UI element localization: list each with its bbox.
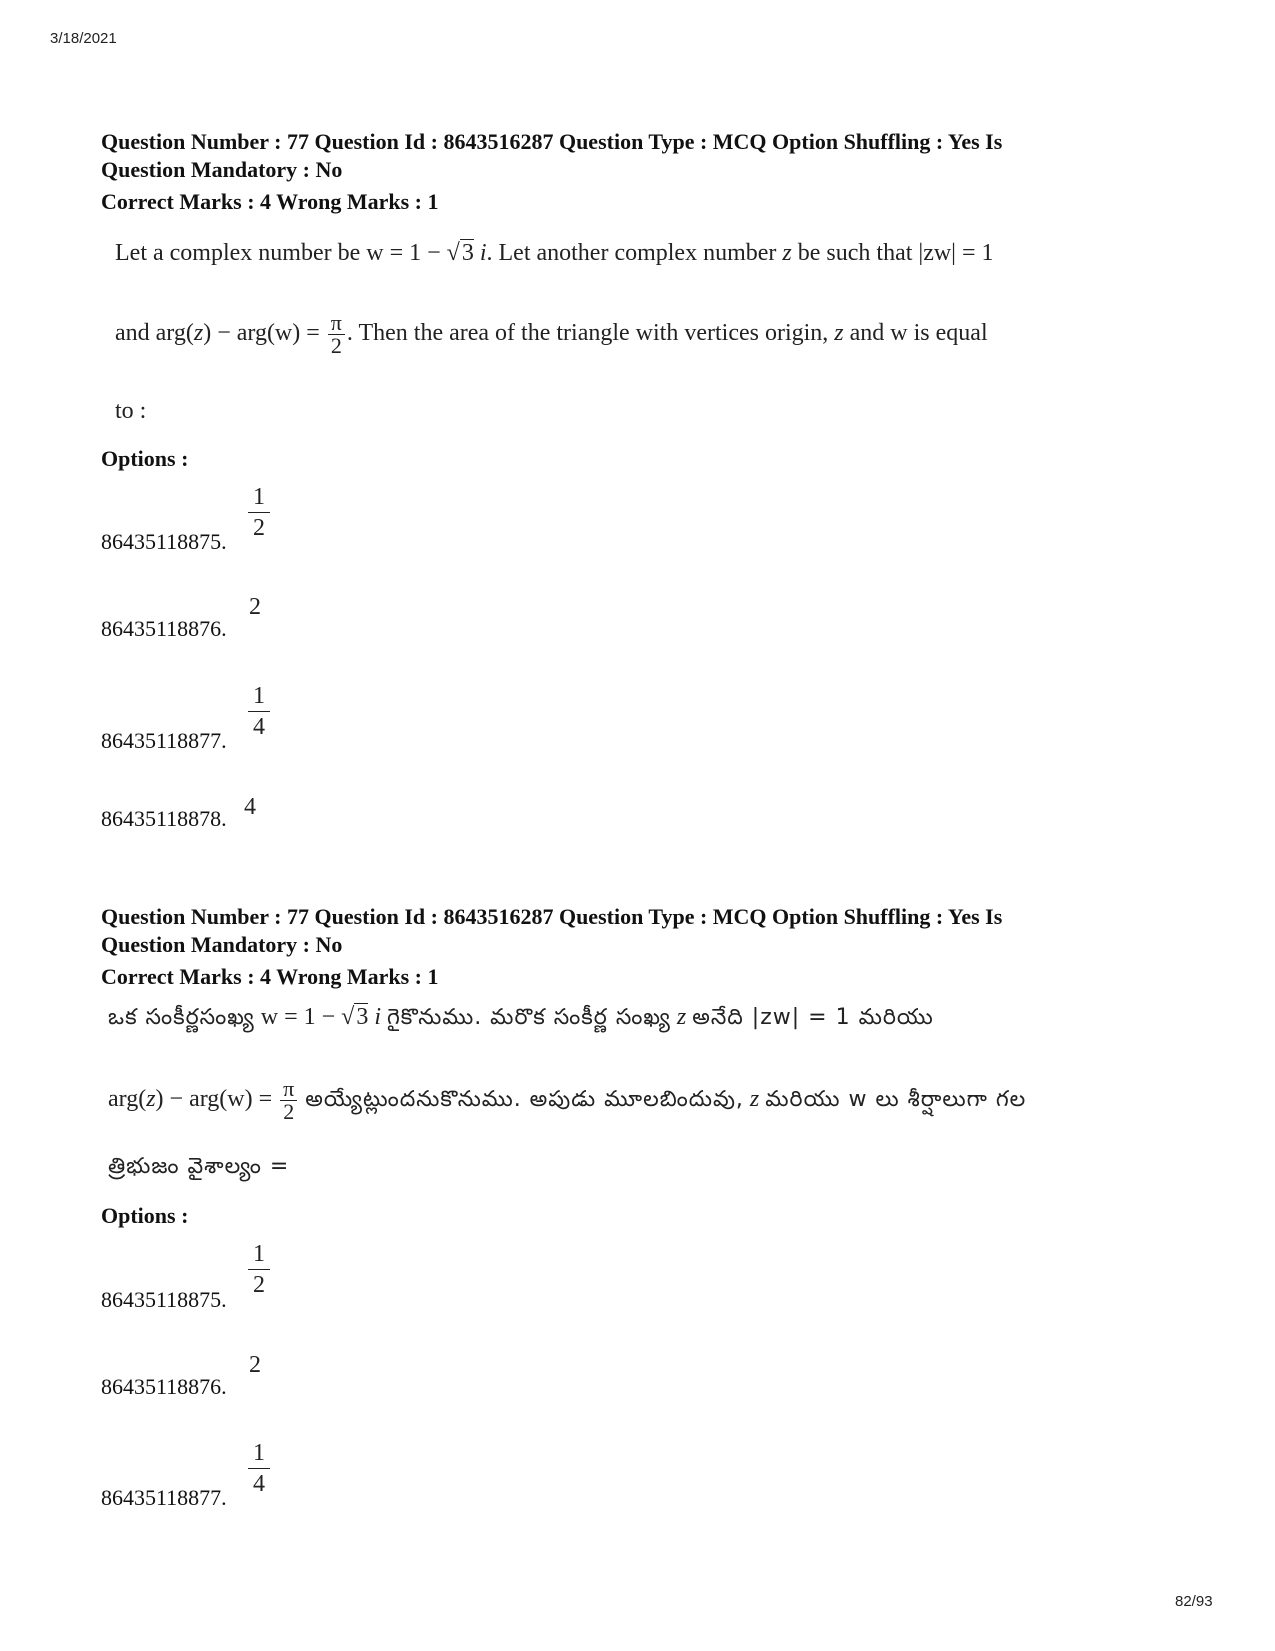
- options-label: Options :: [101, 446, 189, 471]
- question-header-line1: Question Number : 77 Question Id : 8643516287 Question Type : MCQ Option Shuffling : Yes Is: [101, 129, 1003, 154]
- fraction-pi-over-2: [280, 1078, 297, 1123]
- math-i: i: [479, 240, 487, 266]
- text-segment: and arg(: [115, 320, 194, 347]
- question-header-line2: Question Mandatory : No: [101, 157, 343, 182]
- fraction-numerator: 1: [248, 1239, 270, 1270]
- question-header-line1: Question Number : 77 Question Id : 8643516287 Question Type : MCQ Option Shuffling : Yes Is: [101, 904, 1003, 929]
- question-marks: Correct Marks : 4 Wrong Marks : 1: [101, 964, 439, 989]
- option-id: 86435118876.: [101, 616, 227, 641]
- option-value: 2: [249, 1352, 261, 1378]
- sqrt-radicand: 3: [356, 1004, 369, 1030]
- fraction-numerator: 1: [248, 681, 270, 712]
- question-text-line3: to :: [115, 398, 147, 424]
- question-header: [101, 903, 1191, 991]
- text-segment: ) − arg(w) =: [203, 320, 320, 347]
- text-segment: ) − arg(w) =: [155, 1086, 273, 1113]
- fraction-denominator: 4: [253, 1471, 265, 1497]
- fraction-denominator: 2: [330, 333, 342, 358]
- question-text-line1: [115, 240, 994, 267]
- text-segment: అనేది |zw| = 1 మరియు: [692, 1005, 934, 1030]
- option-id: 86435118876.: [101, 1374, 227, 1399]
- option-id: 86435118877.: [101, 728, 227, 753]
- sqrt-icon: √: [446, 240, 460, 266]
- question-header-line2: Question Mandatory : No: [101, 932, 343, 957]
- option-value-fraction: [248, 1239, 270, 1300]
- option-id: 86435118875.: [101, 1287, 227, 1312]
- question-marks: Correct Marks : 4 Wrong Marks : 1: [101, 189, 439, 214]
- math-z: z: [782, 240, 792, 266]
- text-segment: . Let another complex number: [486, 240, 777, 266]
- fraction-numerator: π: [328, 312, 345, 335]
- text-segment: మరియు w లు శీర్షాలుగా గల: [765, 1087, 1027, 1113]
- math-z: z: [146, 1086, 156, 1113]
- page-number: 82/93: [1175, 1593, 1213, 1610]
- text-segment: Let a complex number be: [115, 240, 361, 266]
- fraction-denominator: 2: [253, 1272, 265, 1298]
- question-text-line1: [108, 1004, 934, 1035]
- text-segment: అయ్యేట్లుందనుకొనుము. అపుడు మూలబిందువు,: [305, 1087, 744, 1113]
- options-label: Options :: [101, 1203, 189, 1228]
- text-segment: and w is equal: [849, 320, 988, 347]
- fraction-numerator: 1: [248, 482, 270, 513]
- text-segment: . Then the area of the triangle with vertices origin,: [346, 320, 829, 347]
- page-date: 3/18/2021: [50, 30, 117, 47]
- text-segment: గైకొనుము. మరొక సంకీర్ణ సంఖ్య: [386, 1005, 671, 1030]
- fraction-numerator: 1: [248, 1438, 270, 1469]
- option-value: 2: [249, 594, 261, 620]
- option-value-fraction: [248, 1438, 270, 1499]
- option-id: 86435118878.: [101, 806, 227, 831]
- fraction-denominator: 4: [253, 714, 265, 740]
- question-text-line2: [115, 312, 988, 357]
- math-w: w = 1 −: [260, 1004, 336, 1030]
- fraction-numerator: π: [280, 1078, 297, 1101]
- text-segment: arg(: [108, 1086, 147, 1113]
- sqrt-icon: √: [341, 1004, 355, 1030]
- question-text-line2: [108, 1078, 1026, 1123]
- question-header: [101, 128, 1191, 216]
- math-z: z: [834, 320, 844, 347]
- fraction-denominator: 2: [283, 1099, 295, 1124]
- fraction-denominator: 2: [253, 515, 265, 541]
- math-i: i: [374, 1004, 381, 1030]
- math-z: z: [749, 1086, 760, 1113]
- math-z: z: [193, 320, 204, 347]
- question-text-line3: త్రిభుజం వైశాల్యం =: [108, 1154, 290, 1179]
- sqrt-radicand: 3: [461, 240, 474, 266]
- option-value-fraction: [248, 482, 270, 543]
- text-segment: ఒక సంకీర్ణసంఖ్య: [108, 1005, 255, 1030]
- option-value: 4: [244, 794, 256, 820]
- option-value-fraction: [248, 681, 270, 742]
- text-segment: be such that |zw| = 1: [797, 240, 994, 266]
- option-id: 86435118877.: [101, 1485, 227, 1510]
- fraction-pi-over-2: [328, 312, 345, 357]
- math-z: z: [676, 1004, 687, 1030]
- option-id: 86435118875.: [101, 529, 227, 554]
- math-w: w = 1 −: [366, 240, 441, 266]
